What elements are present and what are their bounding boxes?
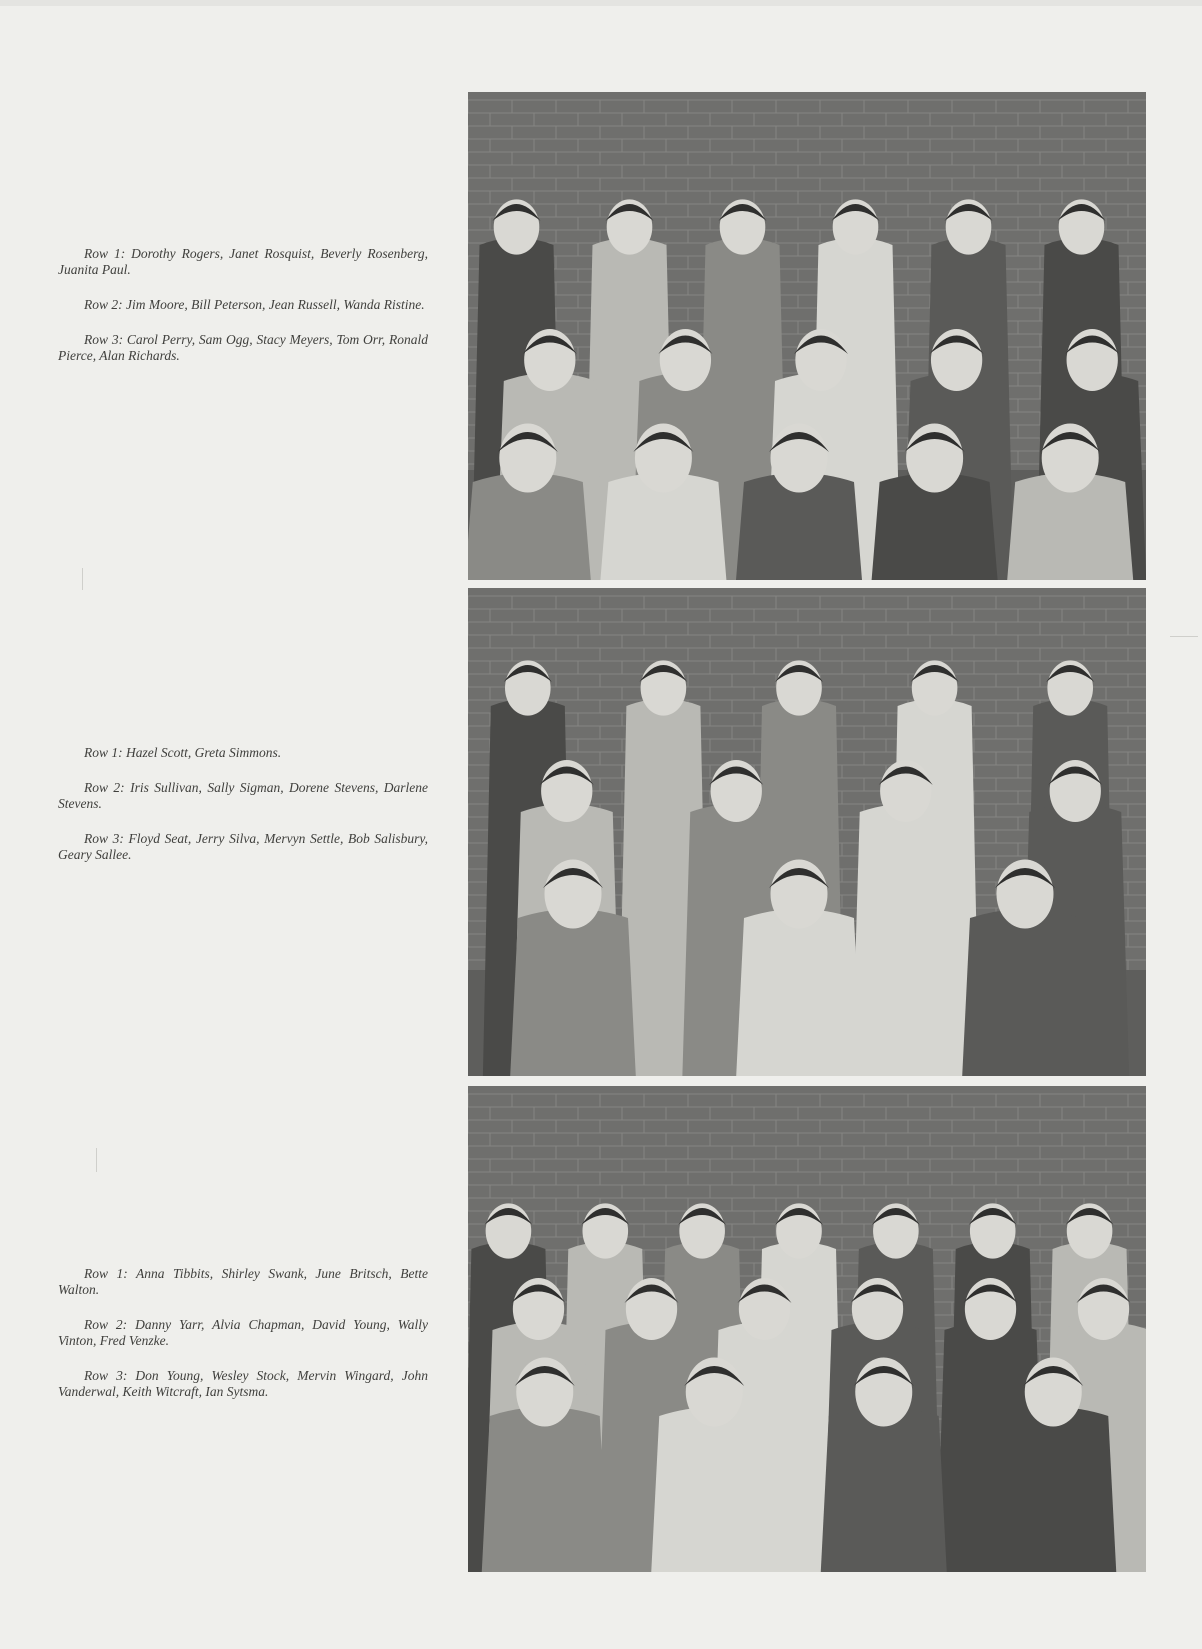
- caption-row-3: Row 3: Floyd Seat, Jerry Silva, Mervyn Settle, Bob Salisbury, Geary Sallee.: [58, 831, 428, 862]
- caption-row-1: Row 1: Dorothy Rogers, Janet Rosquist, Beverly Rosenberg, Juanita Paul.: [58, 246, 428, 277]
- caption-row-3: Row 3: Don Young, Wesley Stock, Mervin Wingard, John Vanderwal, Keith Witcraft, Ian Sytsma.: [58, 1368, 428, 1399]
- group-photo-2-image: [468, 588, 1146, 1076]
- caption-group-2: [58, 745, 428, 882]
- group-photo-2: [468, 588, 1146, 1076]
- caption-row-2: Row 2: Jim Moore, Bill Peterson, Jean Russell, Wanda Ristine.: [84, 297, 425, 312]
- caption-row-2: Row 2: Danny Yarr, Alvia Chapman, David Young, Wally Vinton, Fred Venzke.: [58, 1317, 428, 1348]
- paper-mark: [82, 568, 83, 590]
- group-photo-1-image: [468, 92, 1146, 580]
- caption-group-3: [58, 1266, 428, 1419]
- caption-row-2: Row 2: Iris Sullivan, Sally Sigman, Dorene Stevens, Darlene Stevens.: [58, 780, 428, 811]
- caption-group-1: [58, 246, 428, 383]
- paper-mark: [96, 1148, 97, 1172]
- group-photo-3-image: [468, 1086, 1146, 1572]
- caption-row-1: Row 1: Hazel Scott, Greta Simmons.: [84, 745, 282, 760]
- page-edge: [0, 0, 1202, 6]
- group-photo-3: [468, 1086, 1146, 1572]
- group-photo-1: [468, 92, 1146, 580]
- caption-row-1: Row 1: Anna Tibbits, Shirley Swank, June Britsch, Bette Walton.: [58, 1266, 428, 1297]
- paper-mark: [1170, 636, 1198, 637]
- caption-row-3: Row 3: Carol Perry, Sam Ogg, Stacy Meyers, Tom Orr, Ronald Pierce, Alan Richards.: [58, 332, 428, 363]
